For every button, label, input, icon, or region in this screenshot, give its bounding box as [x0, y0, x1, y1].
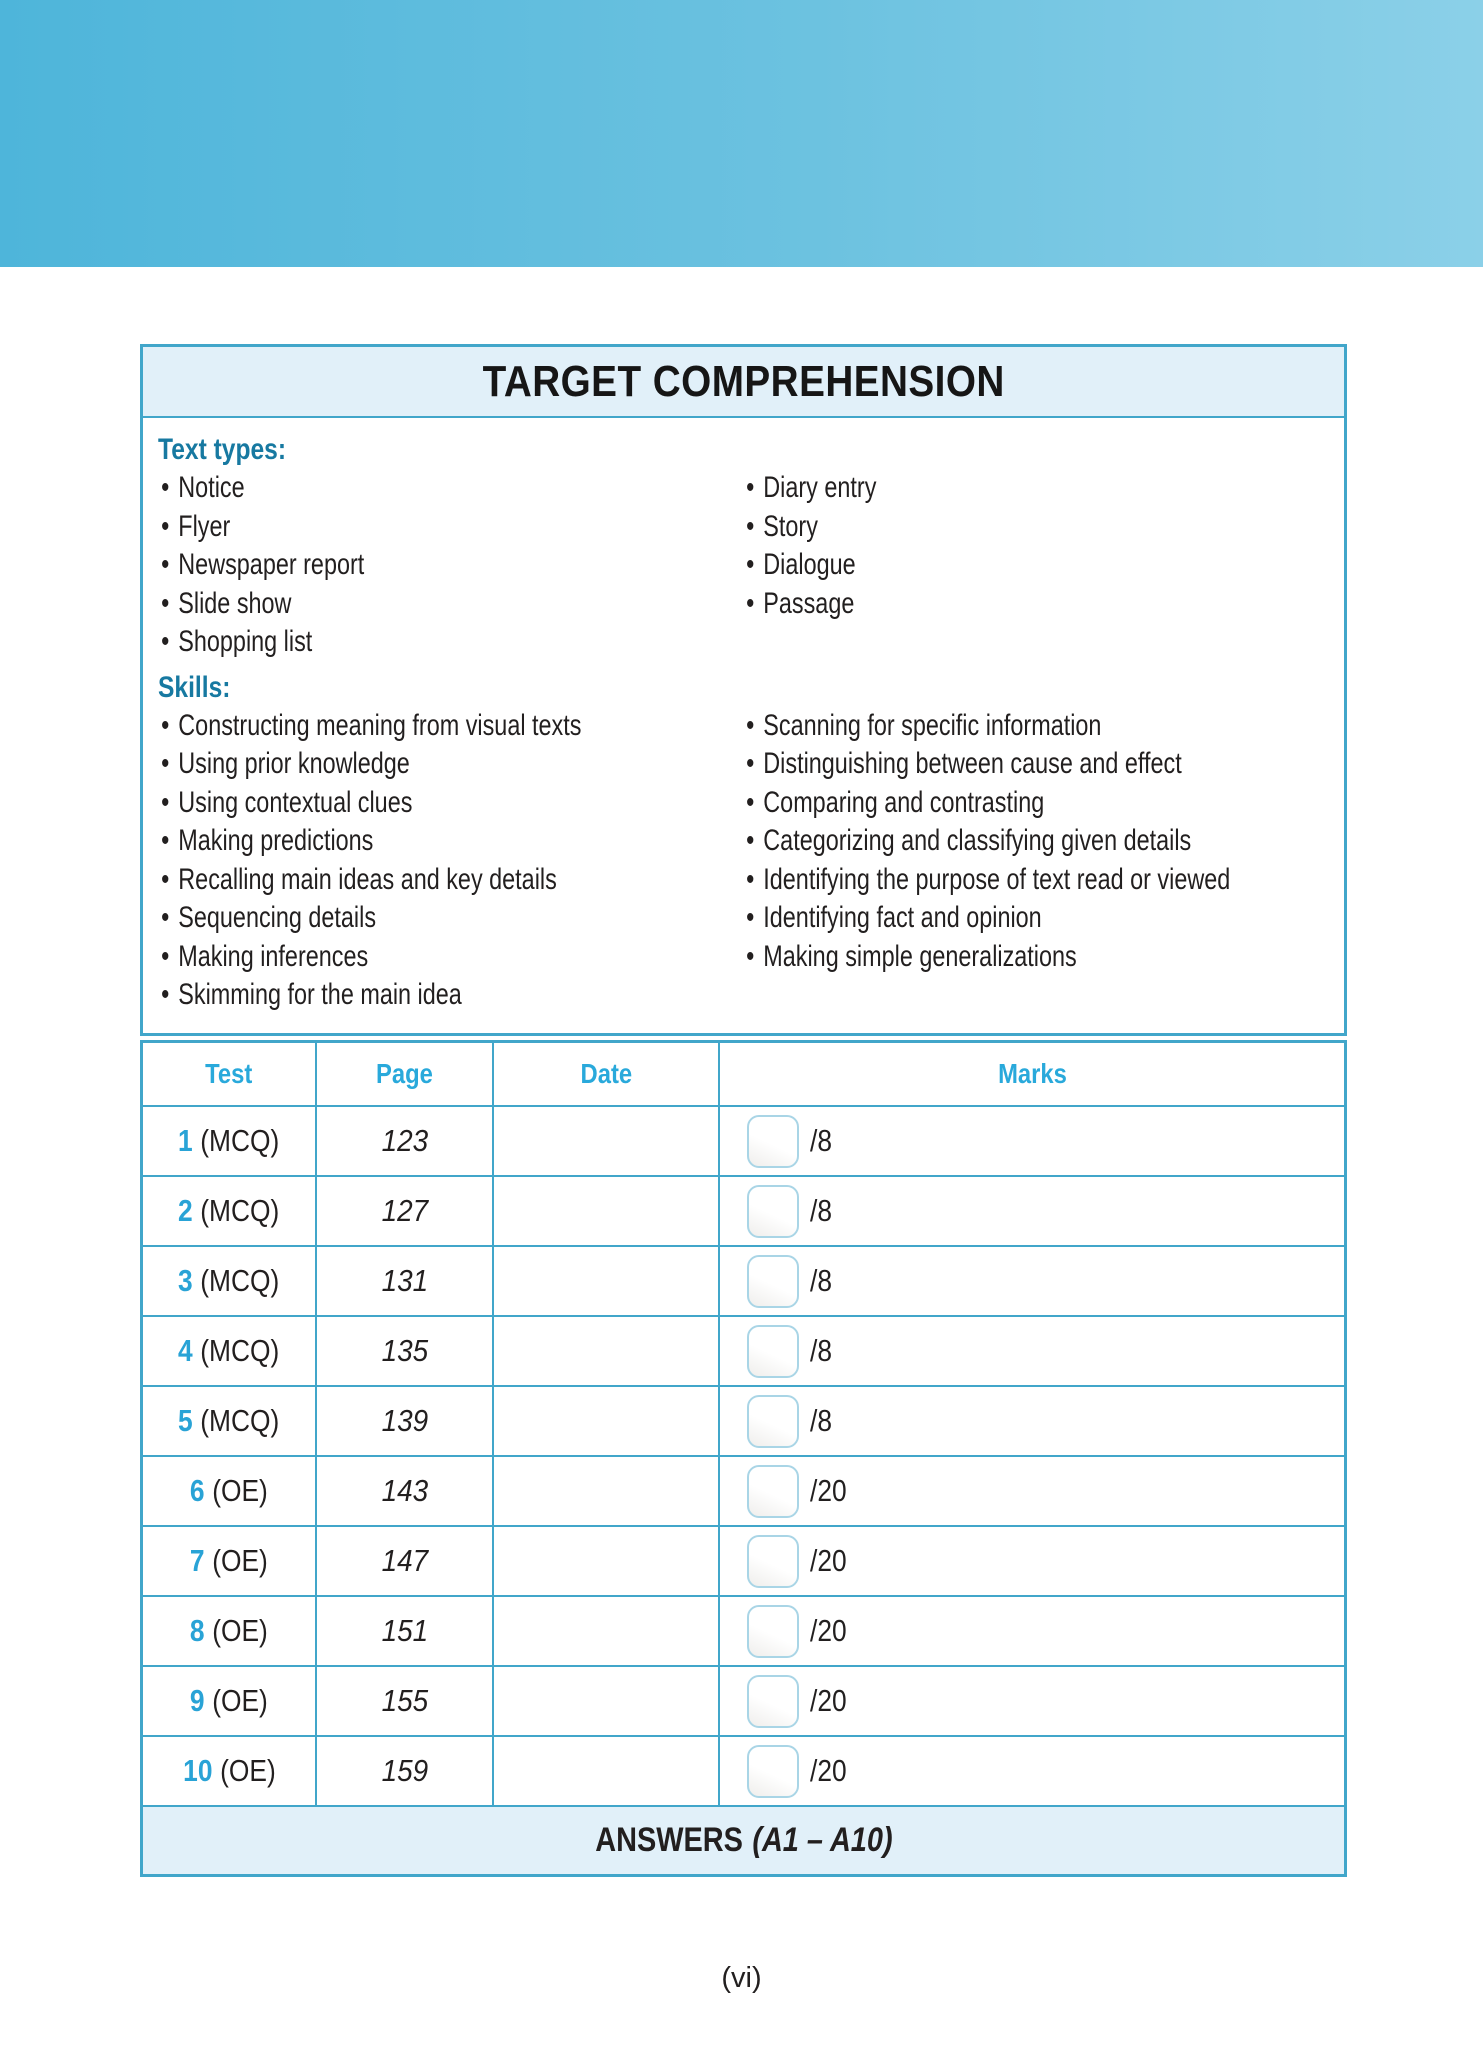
text-type-item: • Slide show: [158, 585, 614, 624]
table-row: [143, 1457, 1344, 1527]
test-number: 5: [178, 1403, 193, 1438]
marks-cell: [720, 1387, 1344, 1455]
test-cell: [143, 1457, 317, 1525]
marks-entry-box: [747, 1255, 799, 1308]
date-cell: [494, 1457, 720, 1525]
page-cell: 155: [317, 1667, 494, 1735]
marks-entry-box: [747, 1605, 799, 1658]
skill-item: • Comparing and contrasting: [743, 784, 1230, 823]
test-type: (MCQ): [200, 1263, 280, 1298]
scores-table: [140, 1040, 1347, 1877]
text-types-right-list: [743, 469, 1326, 662]
test-number: 8: [190, 1613, 205, 1648]
test-number: 10: [182, 1753, 213, 1788]
page-cell: 135: [317, 1317, 494, 1385]
skill-item: • Making inferences: [158, 938, 614, 977]
marks-denominator: /8: [810, 1403, 832, 1438]
test-number: 2: [178, 1193, 193, 1228]
marks-entry-box: [747, 1115, 799, 1168]
test-number: 9: [190, 1683, 205, 1718]
page-cell: 127: [317, 1177, 494, 1245]
skill-item: • Making predictions: [158, 822, 614, 861]
marks-entry-box: [747, 1325, 799, 1378]
table-row: [143, 1737, 1344, 1807]
marks-cell: [720, 1527, 1344, 1595]
test-type: (MCQ): [200, 1333, 280, 1368]
table-row: [143, 1667, 1344, 1737]
page-title: TARGET COMPREHENSION: [482, 356, 1005, 406]
marks-denominator: /20: [810, 1683, 847, 1718]
date-cell: [494, 1667, 720, 1735]
marks-cell: [720, 1177, 1344, 1245]
skill-item: • Using prior knowledge: [158, 745, 614, 784]
page-number: (vi): [721, 1962, 762, 1994]
marks-denominator: /20: [810, 1543, 847, 1578]
date-cell: [494, 1597, 720, 1665]
skill-item: • Scanning for specific information: [743, 707, 1230, 746]
marks-denominator: /8: [810, 1263, 832, 1298]
test-cell: [143, 1667, 317, 1735]
test-cell: [143, 1597, 317, 1665]
test-cell: [143, 1387, 317, 1455]
marks-entry-box: [747, 1465, 799, 1518]
text-types-columns: [158, 469, 1326, 662]
table-row: [143, 1387, 1344, 1457]
skills-columns: [158, 707, 1326, 1015]
text-type-item: • Notice: [158, 469, 614, 508]
table-row: [143, 1317, 1344, 1387]
skill-item: • Distinguishing between cause and effect: [743, 745, 1230, 784]
skill-item: • Identifying fact and opinion: [743, 899, 1230, 938]
table-row: [143, 1597, 1344, 1667]
skill-item: • Constructing meaning from visual texts: [158, 707, 614, 746]
test-type: (MCQ): [200, 1193, 280, 1228]
table-header-row: [143, 1043, 1344, 1107]
date-cell: [494, 1387, 720, 1455]
page-cell: 123: [317, 1107, 494, 1175]
skill-item: • Identifying the purpose of text read or viewed: [743, 861, 1230, 900]
table-row: [143, 1177, 1344, 1247]
date-cell: [494, 1737, 720, 1805]
test-number: 1: [178, 1123, 193, 1158]
test-cell: [143, 1177, 317, 1245]
answers-label: ANSWERS: [594, 1821, 743, 1859]
skill-item: • Sequencing details: [158, 899, 614, 938]
marks-entry-box: [747, 1535, 799, 1588]
header-band: [0, 0, 1483, 267]
test-type: (OE): [212, 1613, 268, 1648]
marks-denominator: /20: [810, 1473, 847, 1508]
marks-entry-box: [747, 1675, 799, 1728]
skill-item: • Making simple generalizations: [743, 938, 1230, 977]
test-cell: [143, 1317, 317, 1385]
marks-entry-box: [747, 1745, 799, 1798]
text-type-item: • Passage: [743, 585, 1198, 624]
marks-cell: [720, 1457, 1344, 1525]
test-type: (MCQ): [200, 1403, 280, 1438]
test-type: (OE): [212, 1473, 268, 1508]
marks-cell: [720, 1597, 1344, 1665]
date-cell: [494, 1527, 720, 1595]
marks-denominator: /20: [810, 1753, 847, 1788]
section-heading-text-types: Text types:: [158, 433, 287, 466]
skills-right-list: [743, 707, 1368, 1015]
date-cell: [494, 1107, 720, 1175]
skill-item: • Recalling main ideas and key details: [158, 861, 614, 900]
skill-item: • Using contextual clues: [158, 784, 614, 823]
marks-entry-box: [747, 1395, 799, 1448]
skill-item: • Categorizing and classifying given details: [743, 822, 1230, 861]
test-number: 6: [190, 1473, 205, 1508]
table-row: [143, 1527, 1344, 1597]
table-row: [143, 1107, 1344, 1177]
test-type: (OE): [212, 1543, 268, 1578]
column-header-marks: Marks: [997, 1058, 1067, 1089]
overview-box: [140, 344, 1347, 1036]
title-bar: [143, 347, 1344, 418]
test-type: (MCQ): [200, 1123, 280, 1158]
marks-cell: [720, 1667, 1344, 1735]
text-type-item: • Story: [743, 508, 1198, 547]
marks-denominator: /8: [810, 1333, 832, 1368]
test-type: (OE): [219, 1753, 276, 1788]
test-cell: [143, 1737, 317, 1805]
date-cell: [494, 1177, 720, 1245]
text-type-item: • Shopping list: [158, 623, 614, 662]
test-cell: [143, 1107, 317, 1175]
text-type-item: • Dialogue: [743, 546, 1198, 585]
text-type-item: • Flyer: [158, 508, 614, 547]
date-cell: [494, 1317, 720, 1385]
marks-cell: [720, 1737, 1344, 1805]
page-cell: 139: [317, 1387, 494, 1455]
answers-bar: [143, 1807, 1344, 1874]
column-header-page: Page: [317, 1043, 494, 1105]
text-type-item: • Diary entry: [743, 469, 1198, 508]
column-header-test: Test: [143, 1043, 317, 1105]
marks-cell: [720, 1107, 1344, 1175]
text-types-left-list: [158, 469, 743, 662]
page-cell: 147: [317, 1527, 494, 1595]
text-type-item: • Newspaper report: [158, 546, 614, 585]
test-number: 4: [178, 1333, 193, 1368]
column-header-date: Date: [494, 1043, 720, 1105]
section-heading-skills: Skills:: [158, 670, 231, 704]
marks-entry-box: [747, 1185, 799, 1238]
page-cell: 159: [317, 1737, 494, 1805]
marks-denominator: /20: [810, 1613, 847, 1648]
page-cell: 143: [317, 1457, 494, 1525]
marks-denominator: /8: [810, 1123, 832, 1158]
page-cell: 151: [317, 1597, 494, 1665]
date-cell: [494, 1247, 720, 1315]
table-row: [143, 1247, 1344, 1317]
test-number: 3: [178, 1263, 193, 1298]
test-cell: [143, 1247, 317, 1315]
skill-item: • Skimming for the main idea: [158, 976, 614, 1015]
marks-denominator: /8: [810, 1193, 832, 1228]
test-number: 7: [190, 1543, 205, 1578]
test-cell: [143, 1527, 317, 1595]
test-type: (OE): [212, 1683, 268, 1718]
marks-cell: [720, 1317, 1344, 1385]
skills-left-list: [158, 707, 743, 1015]
marks-cell: [720, 1247, 1344, 1315]
overview-content: [143, 418, 1344, 1015]
answers-range: (A1 – A10): [751, 1821, 893, 1859]
page-cell: 131: [317, 1247, 494, 1315]
